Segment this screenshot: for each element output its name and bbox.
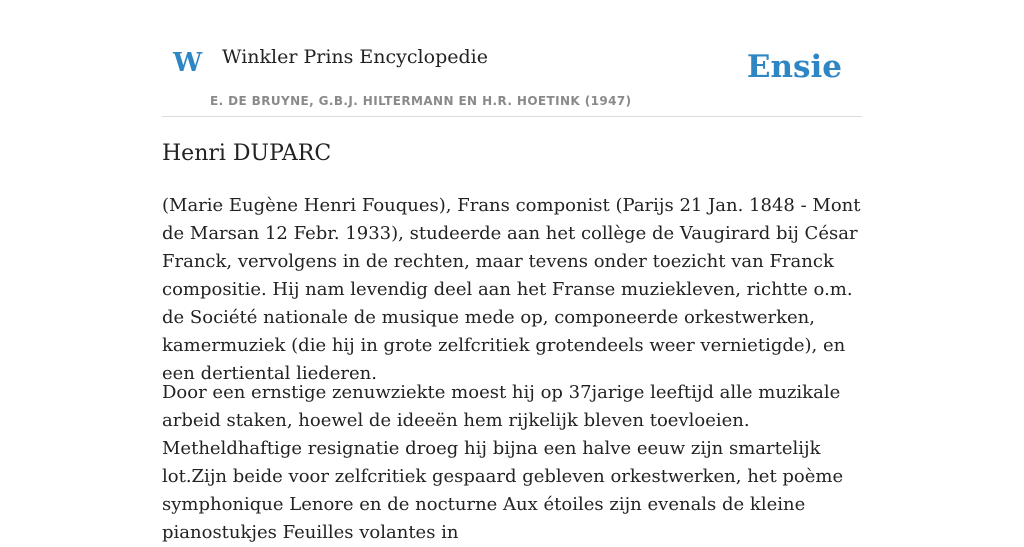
source-logo[interactable]: W [173,48,203,78]
source-authors: E. DE BRUYNE, G.B.J. HILTERMANN EN H.R. HOETINK (1947) [210,94,632,108]
content-container [162,0,862,543]
ensie-logo-link[interactable]: Ensie [746,49,842,85]
article-paragraph: Door een ernstige zenuwziekte moest hij op 37jarige leeftijd alle muzikale arbeid staken, hoewel de ideeën hem rijkelijk bleven toevloeien. Metheldhaftige resignatie droeg hij bijna een halve eeuw zijn smartelijk lot.Zijn beide voor zelfcritiek gespaard gebleven orkestwerken, het poème symphonique Lenore en de nocturne Aux étoiles zijn evenals de kleine pianostukjes Feuilles volantes in [162,382,844,543]
article-paragraph: (Marie Eugène Henri Fouques), Frans componist (Parijs 21 Jan. 1848 - Mont de Marsan 12 Febr. 1933), studeerde aan het collège de Vaugirard bij César Franck, vervolgens in de rechten, maar tevens onder toezicht van Franck compositie. Hij nam levendig deel aan het Franse muziekleven, richtte o.m. de Société nationale de musique mede op, componeerde orkestwerken, kamermuziek (die hij in grote zelfcritiek grotendeels weer vernietigde), en een dertiental liederen. [162,195,861,384]
source-title[interactable]: Winkler Prins Encyclopedie [222,46,488,68]
article-title: Henri DUPARC [162,141,332,166]
source-header [162,0,862,117]
